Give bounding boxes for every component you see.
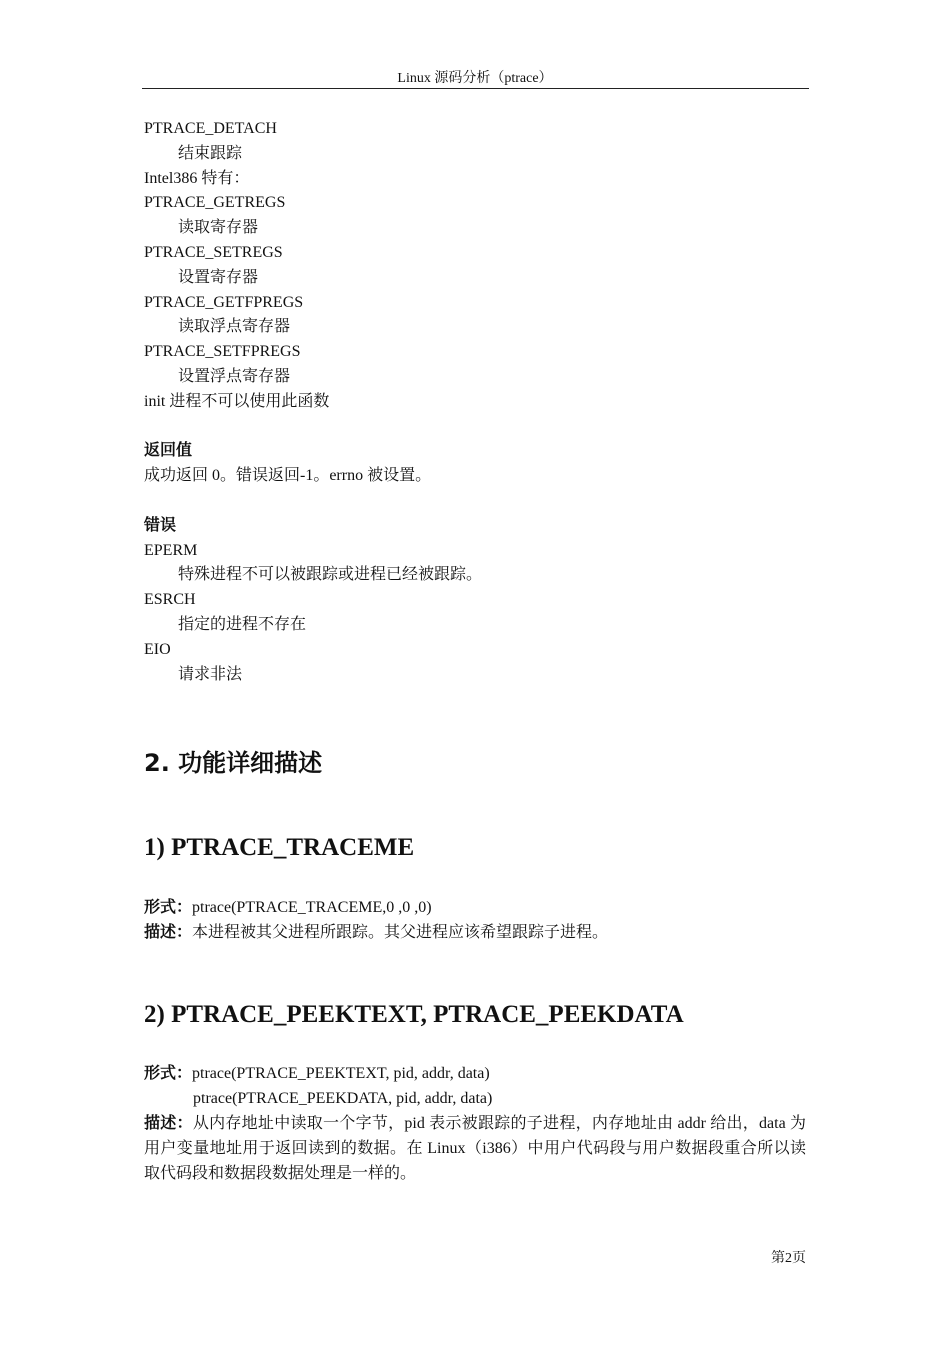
error-code: ESRCH	[144, 591, 196, 609]
option-name: PTRACE_SETFPREGS	[144, 343, 301, 361]
option-desc: 结束跟踪	[178, 144, 243, 162]
page-content	[144, 117, 806, 687]
error-code: EPERM	[144, 541, 198, 559]
error-code: EIO	[144, 640, 171, 658]
option-desc: 设置寄存器	[178, 268, 259, 286]
option-name: PTRACE_GETREGS	[144, 194, 286, 212]
option-name: PTRACE_DETACH	[144, 120, 277, 137]
option-desc: 读取浮点寄存器	[178, 318, 291, 336]
option-desc: 设置浮点寄存器	[178, 367, 291, 385]
init-note: init 进程不可以使用此函数	[144, 392, 330, 410]
desc-text: 从内存地址中读取一个字节，pid 表示被跟踪的子进程，内存地址由 addr 给出，data 为用户变量地址用于返回读到的数据。在 Linux（i386）中用户代码段与用户数据段重合所以读取代码段和数据段数据处理是一样的。	[144, 1115, 806, 1182]
intel-note: Intel386 特有：	[144, 169, 250, 187]
option-name: PTRACE_GETFPREGS	[144, 293, 304, 311]
header-divider	[142, 88, 809, 89]
form-text: ptrace(PTRACE_PEEKTEXT, pid, addr, data)	[192, 1065, 490, 1082]
traceme-form	[144, 896, 432, 921]
peek-desc	[144, 1111, 806, 1186]
option-name: PTRACE_SETREGS	[144, 243, 283, 261]
error-desc: 请求非法	[178, 665, 243, 683]
peek-form-2: ptrace(PTRACE_PEEKDATA, pid, addr, data)	[193, 1090, 493, 1107]
error-desc: 特殊进程不可以被跟踪或进程已经被跟踪。	[178, 566, 483, 584]
form-text: ptrace(PTRACE_TRACEME,0 ,0 ,0)	[192, 899, 432, 916]
subsection-title-traceme: 1) PTRACE_TRACEME	[144, 834, 415, 861]
option-desc: 读取寄存器	[178, 219, 259, 237]
peek-form-1	[144, 1062, 490, 1087]
errors-heading: 错误	[144, 516, 177, 534]
traceme-desc	[144, 921, 608, 946]
form-label: 形式：	[144, 1065, 193, 1082]
desc-label: 描述：	[144, 924, 193, 941]
page-header: Linux 源码分析（ptrace）	[397, 71, 553, 86]
error-desc: 指定的进程不存在	[178, 615, 307, 633]
form-label: 形式：	[144, 899, 193, 916]
page-number: 第2页	[771, 1251, 806, 1266]
return-heading: 返回值	[144, 442, 193, 460]
return-text: 成功返回 0。错误返回-1。errno 被设置。	[144, 467, 432, 485]
desc-label: 描述：	[144, 1115, 193, 1132]
desc-text: 本进程被其父进程所跟踪。其父进程应该希望跟踪子进程。	[192, 924, 609, 941]
section-title: 2. 功能详细描述	[144, 749, 323, 777]
subsection-title-peek: 2) PTRACE_PEEKTEXT, PTRACE_PEEKDATA	[144, 1001, 684, 1028]
